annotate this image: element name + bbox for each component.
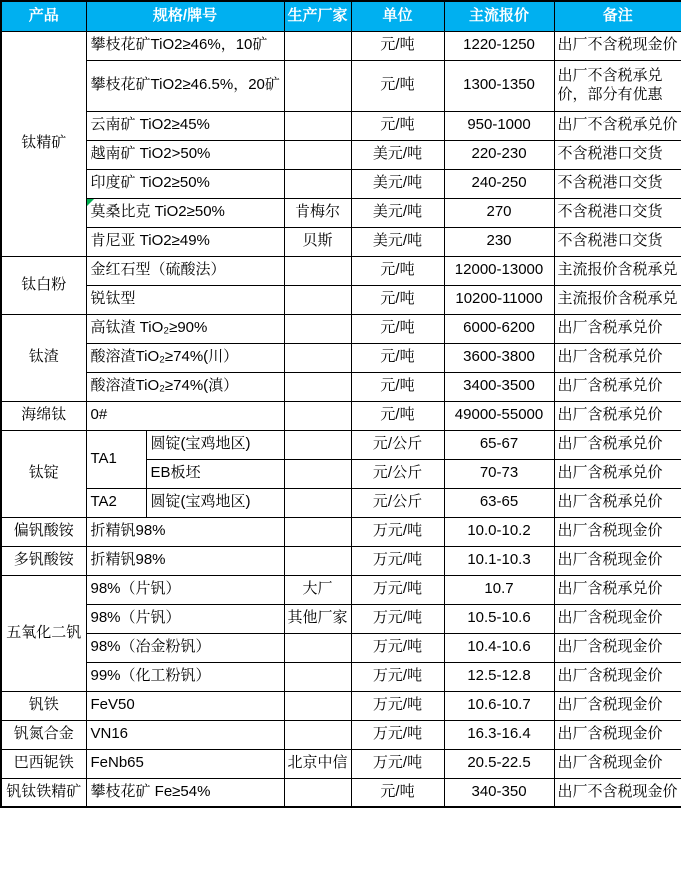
maker-cell bbox=[284, 343, 351, 372]
note-cell: 出厂含税现金价 bbox=[554, 633, 681, 662]
unit-cell: 元/吨 bbox=[351, 778, 444, 807]
spec-cell: 98%（冶金粉钒） bbox=[86, 633, 284, 662]
product-cell: 钒铁 bbox=[1, 691, 86, 720]
spec-grade-cell: TA1 bbox=[86, 430, 146, 488]
note-cell: 出厂不含税承兑价，部分有优惠 bbox=[554, 60, 681, 111]
unit-cell: 元/吨 bbox=[351, 111, 444, 140]
spec-cell: 酸溶渣TiO₂≥74%(川） bbox=[86, 343, 284, 372]
unit-cell: 万元/吨 bbox=[351, 749, 444, 778]
unit-cell: 元/吨 bbox=[351, 60, 444, 111]
price-cell: 240-250 bbox=[444, 169, 554, 198]
product-cell: 钛锭 bbox=[1, 430, 86, 517]
table-row bbox=[1, 575, 681, 604]
unit-cell: 万元/吨 bbox=[351, 546, 444, 575]
spec-cell: 攀枝花矿TiO2≥46.5%，20矿 bbox=[86, 60, 284, 111]
price-cell: 10.6-10.7 bbox=[444, 691, 554, 720]
maker-cell bbox=[284, 31, 351, 60]
spec-detail-cell: 圆锭(宝鸡地区) bbox=[146, 488, 284, 517]
spec-grade-cell: TA2 bbox=[86, 488, 146, 517]
table-row bbox=[1, 633, 681, 662]
note-cell: 出厂含税现金价 bbox=[554, 749, 681, 778]
price-cell: 1300-1350 bbox=[444, 60, 554, 111]
price-cell: 20.5-22.5 bbox=[444, 749, 554, 778]
table-row bbox=[1, 749, 681, 778]
col-header-note: 备注 bbox=[554, 1, 681, 31]
maker-cell bbox=[284, 314, 351, 343]
product-cell: 海绵钛 bbox=[1, 401, 86, 430]
maker-cell bbox=[284, 720, 351, 749]
table-row bbox=[1, 662, 681, 691]
spec-cell: 金红石型（硫酸法） bbox=[86, 256, 284, 285]
price-cell: 6000-6200 bbox=[444, 314, 554, 343]
table-row bbox=[1, 517, 681, 546]
unit-cell: 美元/吨 bbox=[351, 169, 444, 198]
spec-cell: 0# bbox=[86, 401, 284, 430]
product-cell: 五氧化二钒 bbox=[1, 575, 86, 691]
price-cell: 10.0-10.2 bbox=[444, 517, 554, 546]
product-cell: 巴西铌铁 bbox=[1, 749, 86, 778]
price-cell: 270 bbox=[444, 198, 554, 227]
unit-cell: 元/吨 bbox=[351, 372, 444, 401]
table-row bbox=[1, 314, 681, 343]
unit-cell: 万元/吨 bbox=[351, 575, 444, 604]
unit-cell: 美元/吨 bbox=[351, 227, 444, 256]
spec-cell: 酸溶渣TiO₂≥74%(滇） bbox=[86, 372, 284, 401]
col-header-price: 主流报价 bbox=[444, 1, 554, 31]
price-cell: 16.3-16.4 bbox=[444, 720, 554, 749]
price-cell: 49000-55000 bbox=[444, 401, 554, 430]
price-cell: 65-67 bbox=[444, 430, 554, 459]
table-row bbox=[1, 31, 681, 60]
table-row bbox=[1, 691, 681, 720]
unit-cell: 元/吨 bbox=[351, 401, 444, 430]
maker-cell bbox=[284, 430, 351, 459]
maker-cell bbox=[284, 778, 351, 807]
maker-cell bbox=[284, 691, 351, 720]
spec-cell: 折精钒98% bbox=[86, 546, 284, 575]
col-header-unit: 单位 bbox=[351, 1, 444, 31]
product-cell: 偏钒酸铵 bbox=[1, 517, 86, 546]
green-corner-flag-icon bbox=[87, 199, 94, 206]
maker-cell bbox=[284, 633, 351, 662]
note-cell: 出厂含税现金价 bbox=[554, 662, 681, 691]
table-row bbox=[1, 227, 681, 256]
price-cell: 340-350 bbox=[444, 778, 554, 807]
spec-cell: FeNb65 bbox=[86, 749, 284, 778]
unit-cell: 元/公斤 bbox=[351, 430, 444, 459]
note-cell: 不含税港口交货 bbox=[554, 169, 681, 198]
note-cell: 出厂含税承兑价 bbox=[554, 459, 681, 488]
price-cell: 10200-11000 bbox=[444, 285, 554, 314]
spec-cell: 攀枝花矿TiO2≥46%，10矿 bbox=[86, 31, 284, 60]
product-cell: 钒钛铁精矿 bbox=[1, 778, 86, 807]
product-cell: 钛精矿 bbox=[1, 31, 86, 256]
product-cell: 钒氮合金 bbox=[1, 720, 86, 749]
header-row bbox=[1, 1, 681, 31]
note-cell: 主流报价含税承兑 bbox=[554, 256, 681, 285]
col-header-maker: 生产厂家 bbox=[284, 1, 351, 31]
price-cell: 10.1-10.3 bbox=[444, 546, 554, 575]
price-cell: 230 bbox=[444, 227, 554, 256]
maker-cell bbox=[284, 401, 351, 430]
unit-cell: 万元/吨 bbox=[351, 633, 444, 662]
table-row bbox=[1, 140, 681, 169]
note-cell: 出厂含税承兑价 bbox=[554, 372, 681, 401]
maker-cell bbox=[284, 169, 351, 198]
unit-cell: 元/吨 bbox=[351, 314, 444, 343]
table-row bbox=[1, 778, 681, 807]
maker-cell bbox=[284, 372, 351, 401]
spec-detail-cell: 圆锭(宝鸡地区) bbox=[146, 430, 284, 459]
maker-cell bbox=[284, 256, 351, 285]
spec-cell: 98%（片钒） bbox=[86, 604, 284, 633]
spec-cell: 锐钛型 bbox=[86, 285, 284, 314]
maker-cell: 大厂 bbox=[284, 575, 351, 604]
spec-cell: 肯尼亚 TiO2≥49% bbox=[86, 227, 284, 256]
maker-cell: 肯梅尔 bbox=[284, 198, 351, 227]
maker-cell bbox=[284, 111, 351, 140]
spec-detail-cell: EB板坯 bbox=[146, 459, 284, 488]
unit-cell: 万元/吨 bbox=[351, 517, 444, 546]
table-row bbox=[1, 285, 681, 314]
note-cell: 不含税港口交货 bbox=[554, 227, 681, 256]
maker-cell bbox=[284, 285, 351, 314]
price-cell: 3600-3800 bbox=[444, 343, 554, 372]
spec-cell: 98%（片钒） bbox=[86, 575, 284, 604]
spec-cell: FeV50 bbox=[86, 691, 284, 720]
price-cell: 10.4-10.6 bbox=[444, 633, 554, 662]
price-cell: 63-65 bbox=[444, 488, 554, 517]
unit-cell: 万元/吨 bbox=[351, 720, 444, 749]
unit-cell: 万元/吨 bbox=[351, 604, 444, 633]
spec-cell: 99%（化工粉钒） bbox=[86, 662, 284, 691]
price-cell: 12.5-12.8 bbox=[444, 662, 554, 691]
price-cell: 3400-3500 bbox=[444, 372, 554, 401]
spec-cell: 高钛渣 TiO₂≥90% bbox=[86, 314, 284, 343]
unit-cell: 万元/吨 bbox=[351, 662, 444, 691]
note-cell: 出厂含税承兑价 bbox=[554, 343, 681, 372]
price-cell: 220-230 bbox=[444, 140, 554, 169]
price-cell: 10.5-10.6 bbox=[444, 604, 554, 633]
spec-cell: 云南矿 TiO2≥45% bbox=[86, 111, 284, 140]
spec-cell: 印度矿 TiO2≥50% bbox=[86, 169, 284, 198]
note-cell: 出厂含税承兑价 bbox=[554, 401, 681, 430]
maker-cell bbox=[284, 140, 351, 169]
table-row bbox=[1, 720, 681, 749]
unit-cell: 元/吨 bbox=[351, 343, 444, 372]
table-row bbox=[1, 343, 681, 372]
spec-text: 莫桑比克 TiO2≥50% bbox=[90, 203, 225, 221]
note-cell: 出厂含税承兑价 bbox=[554, 430, 681, 459]
price-cell: 950-1000 bbox=[444, 111, 554, 140]
note-cell: 出厂含税现金价 bbox=[554, 517, 681, 546]
note-cell: 出厂不含税承兑价 bbox=[554, 111, 681, 140]
maker-cell bbox=[284, 517, 351, 546]
price-cell: 1220-1250 bbox=[444, 31, 554, 60]
maker-cell bbox=[284, 60, 351, 111]
note-cell: 主流报价含税承兑 bbox=[554, 285, 681, 314]
note-cell: 不含税港口交货 bbox=[554, 198, 681, 227]
maker-cell bbox=[284, 488, 351, 517]
note-cell: 出厂含税现金价 bbox=[554, 546, 681, 575]
unit-cell: 元/吨 bbox=[351, 285, 444, 314]
table-row bbox=[1, 401, 681, 430]
table-row bbox=[1, 488, 681, 517]
note-cell: 出厂含税现金价 bbox=[554, 691, 681, 720]
spec-cell: 折精钒98% bbox=[86, 517, 284, 546]
spec-cell: 越南矿 TiO2>50% bbox=[86, 140, 284, 169]
col-header-product: 产品 bbox=[1, 1, 86, 31]
table-row bbox=[1, 111, 681, 140]
table-row bbox=[1, 198, 681, 227]
note-cell: 出厂含税现金价 bbox=[554, 604, 681, 633]
product-cell: 多钒酸铵 bbox=[1, 546, 86, 575]
note-cell: 不含税港口交货 bbox=[554, 140, 681, 169]
maker-cell: 其他厂家 bbox=[284, 604, 351, 633]
unit-cell: 万元/吨 bbox=[351, 691, 444, 720]
unit-cell: 美元/吨 bbox=[351, 198, 444, 227]
note-cell: 出厂不含税现金价 bbox=[554, 778, 681, 807]
spec-cell bbox=[86, 198, 284, 227]
table-row bbox=[1, 604, 681, 633]
maker-cell: 贝斯 bbox=[284, 227, 351, 256]
unit-cell: 元/吨 bbox=[351, 256, 444, 285]
maker-cell bbox=[284, 546, 351, 575]
maker-cell bbox=[284, 662, 351, 691]
note-cell: 出厂含税承兑价 bbox=[554, 488, 681, 517]
note-cell: 出厂含税承兑价 bbox=[554, 575, 681, 604]
unit-cell: 美元/吨 bbox=[351, 140, 444, 169]
table-row bbox=[1, 430, 681, 459]
price-cell: 10.7 bbox=[444, 575, 554, 604]
unit-cell: 元/吨 bbox=[351, 31, 444, 60]
product-cell: 钛白粉 bbox=[1, 256, 86, 314]
maker-cell bbox=[284, 459, 351, 488]
maker-cell: 北京中信 bbox=[284, 749, 351, 778]
spec-cell: 攀枝花矿 Fe≥54% bbox=[86, 778, 284, 807]
note-cell: 出厂不含税现金价 bbox=[554, 31, 681, 60]
product-cell: 钛渣 bbox=[1, 314, 86, 401]
table-row bbox=[1, 546, 681, 575]
note-cell: 出厂含税现金价 bbox=[554, 720, 681, 749]
unit-cell: 元/公斤 bbox=[351, 459, 444, 488]
price-cell: 70-73 bbox=[444, 459, 554, 488]
table-row bbox=[1, 169, 681, 198]
unit-cell: 元/公斤 bbox=[351, 488, 444, 517]
table-row bbox=[1, 256, 681, 285]
spec-cell: VN16 bbox=[86, 720, 284, 749]
price-cell: 12000-13000 bbox=[444, 256, 554, 285]
note-cell: 出厂含税承兑价 bbox=[554, 314, 681, 343]
table-row bbox=[1, 372, 681, 401]
col-header-spec: 规格/牌号 bbox=[86, 1, 284, 31]
table-row bbox=[1, 60, 681, 111]
